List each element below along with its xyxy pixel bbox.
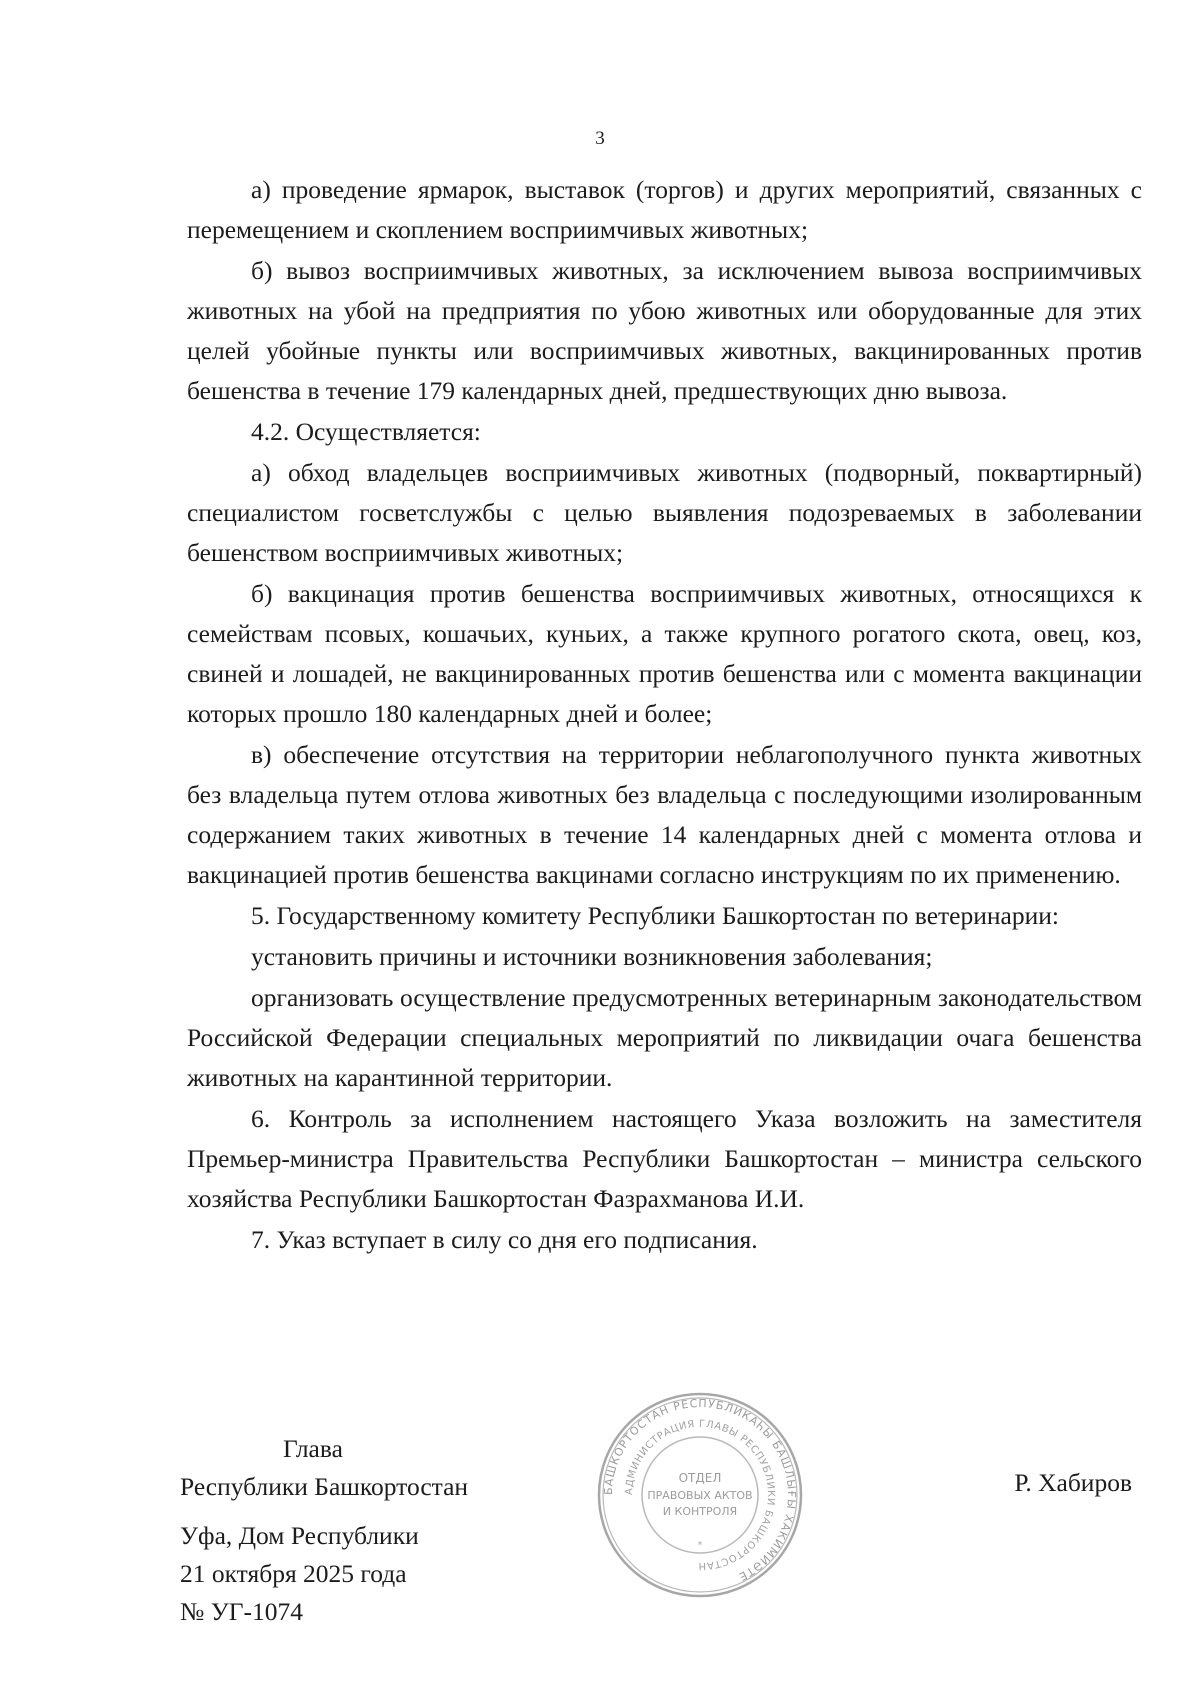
paragraph: организовать осуществление предусмотренных ветеринарным законодательством Российской Федерации специальных мероприятий по ликвидации очага бешенства животных на карантинной территории.	[187, 983, 1142, 1092]
signatory-position	[180, 1430, 468, 1506]
position-title: Глава	[283, 1434, 343, 1463]
paragraph: б) вывоз восприимчивых животных, за исключением вывоза восприимчивых животных на убой на предприятия по убою животных или оборудованные для этих целей убойные пункты или восприимчивых животных, вакцинированных против бешенства в течение 179 календарных дней, предшествующих дню вывоза.	[187, 256, 1142, 405]
seal-inner-text: АДМИНИСТРАЦИЯ ГЛАВЫ РЕСПУБЛИКИ БАШКОРТОСТАН	[623, 1418, 777, 1572]
seal-center-line1: ОТДЕЛ	[678, 1471, 722, 1485]
seal-center-line3: И КОНТРОЛЯ	[662, 1505, 738, 1518]
paragraph: 6. Контроль за исполнением настоящего Указа возложить на заместителя Премьер-министра Правительства Республики Башкортостан – министра сельского хозяйства Республики Башкортостан Фазрахманова И.И.	[187, 1104, 1142, 1213]
decree-body	[187, 170, 1142, 1261]
paragraph: а) обход владельцев восприимчивых животных (подворный, поквартирный) специалистом госветслужбы с целью выявления подозреваемых в заболевании бешенством восприимчивых животных;	[187, 458, 1142, 567]
issue-details	[180, 1517, 419, 1631]
paragraph: 4.2. Осуществляется:	[251, 417, 481, 446]
issue-place: Уфа, Дом Республики	[180, 1521, 419, 1550]
paragraph: в) обеспечение отсутствия на территории неблагополучного пункта животных без владельца путем отлова животных без владельца с последующими изолированным содержанием таких животных в течение 14 календарных дней с момента отлова и вакцинацией против бешенства вакцинами согласно инструкциям по их применению.	[187, 740, 1142, 889]
paragraph: установить причины и источники возникновения заболевания;	[251, 942, 933, 971]
paragraph: 5. Государственному комитету Республики Башкортостан по ветеринарии:	[251, 901, 1059, 930]
official-seal	[595, 1390, 805, 1600]
seal-outer-text: БАШКОРТОСТАН РЕСПУБЛИКАҺЫ БАШЛЫҒЫ ХАКИМИӘТЕ	[601, 1396, 799, 1584]
issue-date: 21 октября 2025 года	[180, 1559, 407, 1588]
position-region: Республики Башкортостан	[180, 1472, 469, 1501]
paragraph: а) проведение ярмарок, выставок (торгов) и других мероприятий, связанных с перемещением и скоплением восприимчивых животных;	[187, 175, 1142, 244]
decree-number: № УГ-1074	[180, 1597, 303, 1626]
seal-center-line2: ПРАВОВЫХ АКТОВ	[647, 1489, 753, 1502]
page-number: 3	[595, 128, 605, 149]
signatory-name: Р. Хабиров	[1014, 1468, 1132, 1497]
paragraph: б) вакцинация против бешенства восприимчивых животных, относящихся к семействам псовых, кошачьих, куньих, а также крупного рогатого скота, овец, коз, свиней и лошадей, не вакцинированных против бешенства или с момента вакцинации которых прошло 180 календарных дней и более;	[187, 579, 1142, 728]
paragraph: 7. Указ вступает в силу со дня его подписания.	[251, 1225, 758, 1254]
seal-star-icon: *	[697, 1540, 703, 1551]
